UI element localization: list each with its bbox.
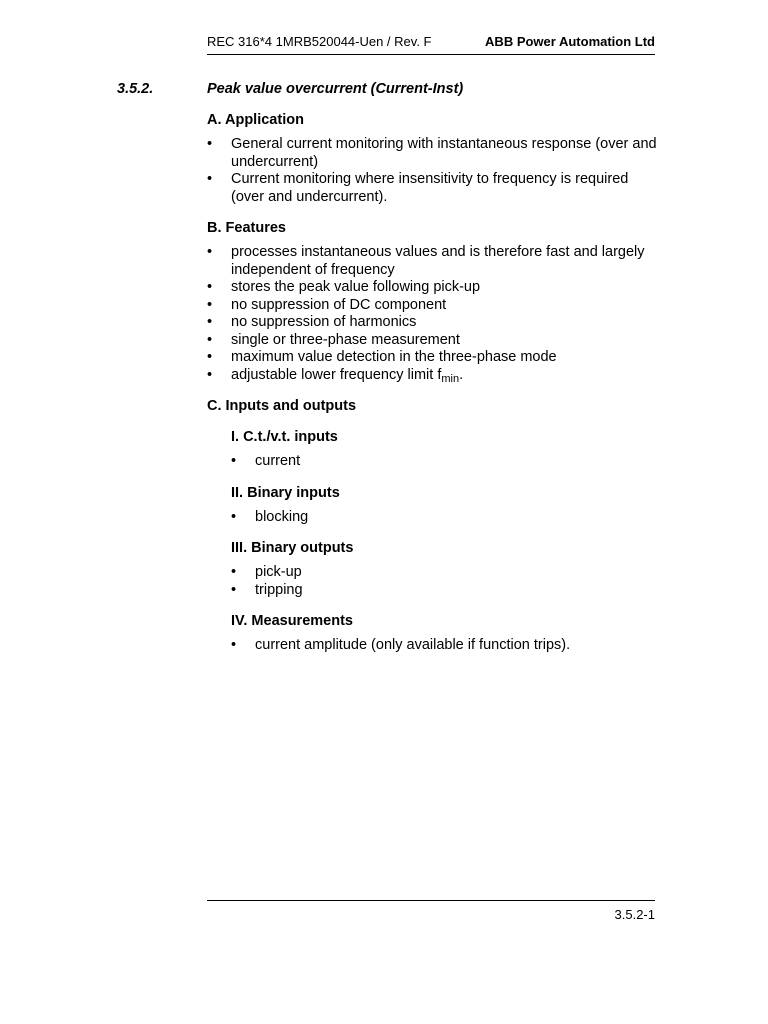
measurements-list <box>231 637 657 655</box>
features-list <box>207 244 657 384</box>
binary-outputs-list <box>231 564 657 599</box>
list-item: • current <box>231 453 657 471</box>
binary-outputs-heading: III. Binary outputs <box>231 540 354 556</box>
list-item: • current amplitude (only available if function trips). <box>231 637 657 655</box>
list-item: • maximum value detection in the three-phase mode <box>207 349 657 367</box>
binary-inputs-list <box>231 509 657 527</box>
list-item <box>207 367 657 385</box>
inputs-outputs-heading: C. Inputs and outputs <box>207 398 357 414</box>
list-item: • no suppression of DC component <box>207 297 657 315</box>
page-number: 3.5.2-1 <box>614 907 655 922</box>
list-item: • stores the peak value following pick-up <box>207 279 657 297</box>
section-number: 3.5.2. <box>117 81 154 97</box>
list-item: • Current monitoring where insensitivity to frequency is required (over and undercurrent). <box>207 171 657 206</box>
list-item: • tripping <box>231 582 657 600</box>
list-item: • blocking <box>231 509 657 527</box>
frequency-limit-subscript: min <box>441 372 460 385</box>
frequency-limit-suffix: . <box>459 366 464 383</box>
application-heading: A. Application <box>207 112 304 128</box>
ct-vt-inputs-list <box>231 453 657 471</box>
page-header <box>207 34 655 55</box>
list-item: • General current monitoring with instantaneous response (over and undercurrent) <box>207 136 657 171</box>
document-body <box>207 110 657 655</box>
list-item: • no suppression of harmonics <box>207 314 657 332</box>
ct-vt-inputs-heading: I. C.t./v.t. inputs <box>231 429 338 445</box>
application-list <box>207 136 657 206</box>
document-reference: REC 316*4 1MRB520044-Uen / Rev. F <box>207 34 432 49</box>
list-item: • processes instantaneous values and is therefore fast and largely independent of frequency <box>207 244 657 279</box>
page-footer <box>207 900 655 922</box>
measurements-heading: IV. Measurements <box>231 613 353 629</box>
features-heading: B. Features <box>207 220 286 236</box>
list-item: • pick-up <box>231 564 657 582</box>
company-name: ABB Power Automation Ltd <box>485 34 655 49</box>
binary-inputs-heading: II. Binary inputs <box>231 484 340 501</box>
section-title: Peak value overcurrent (Current-Inst) <box>207 81 464 97</box>
list-item: • single or three-phase measurement <box>207 332 657 350</box>
frequency-limit-text: adjustable lower frequency limit f <box>231 366 442 383</box>
